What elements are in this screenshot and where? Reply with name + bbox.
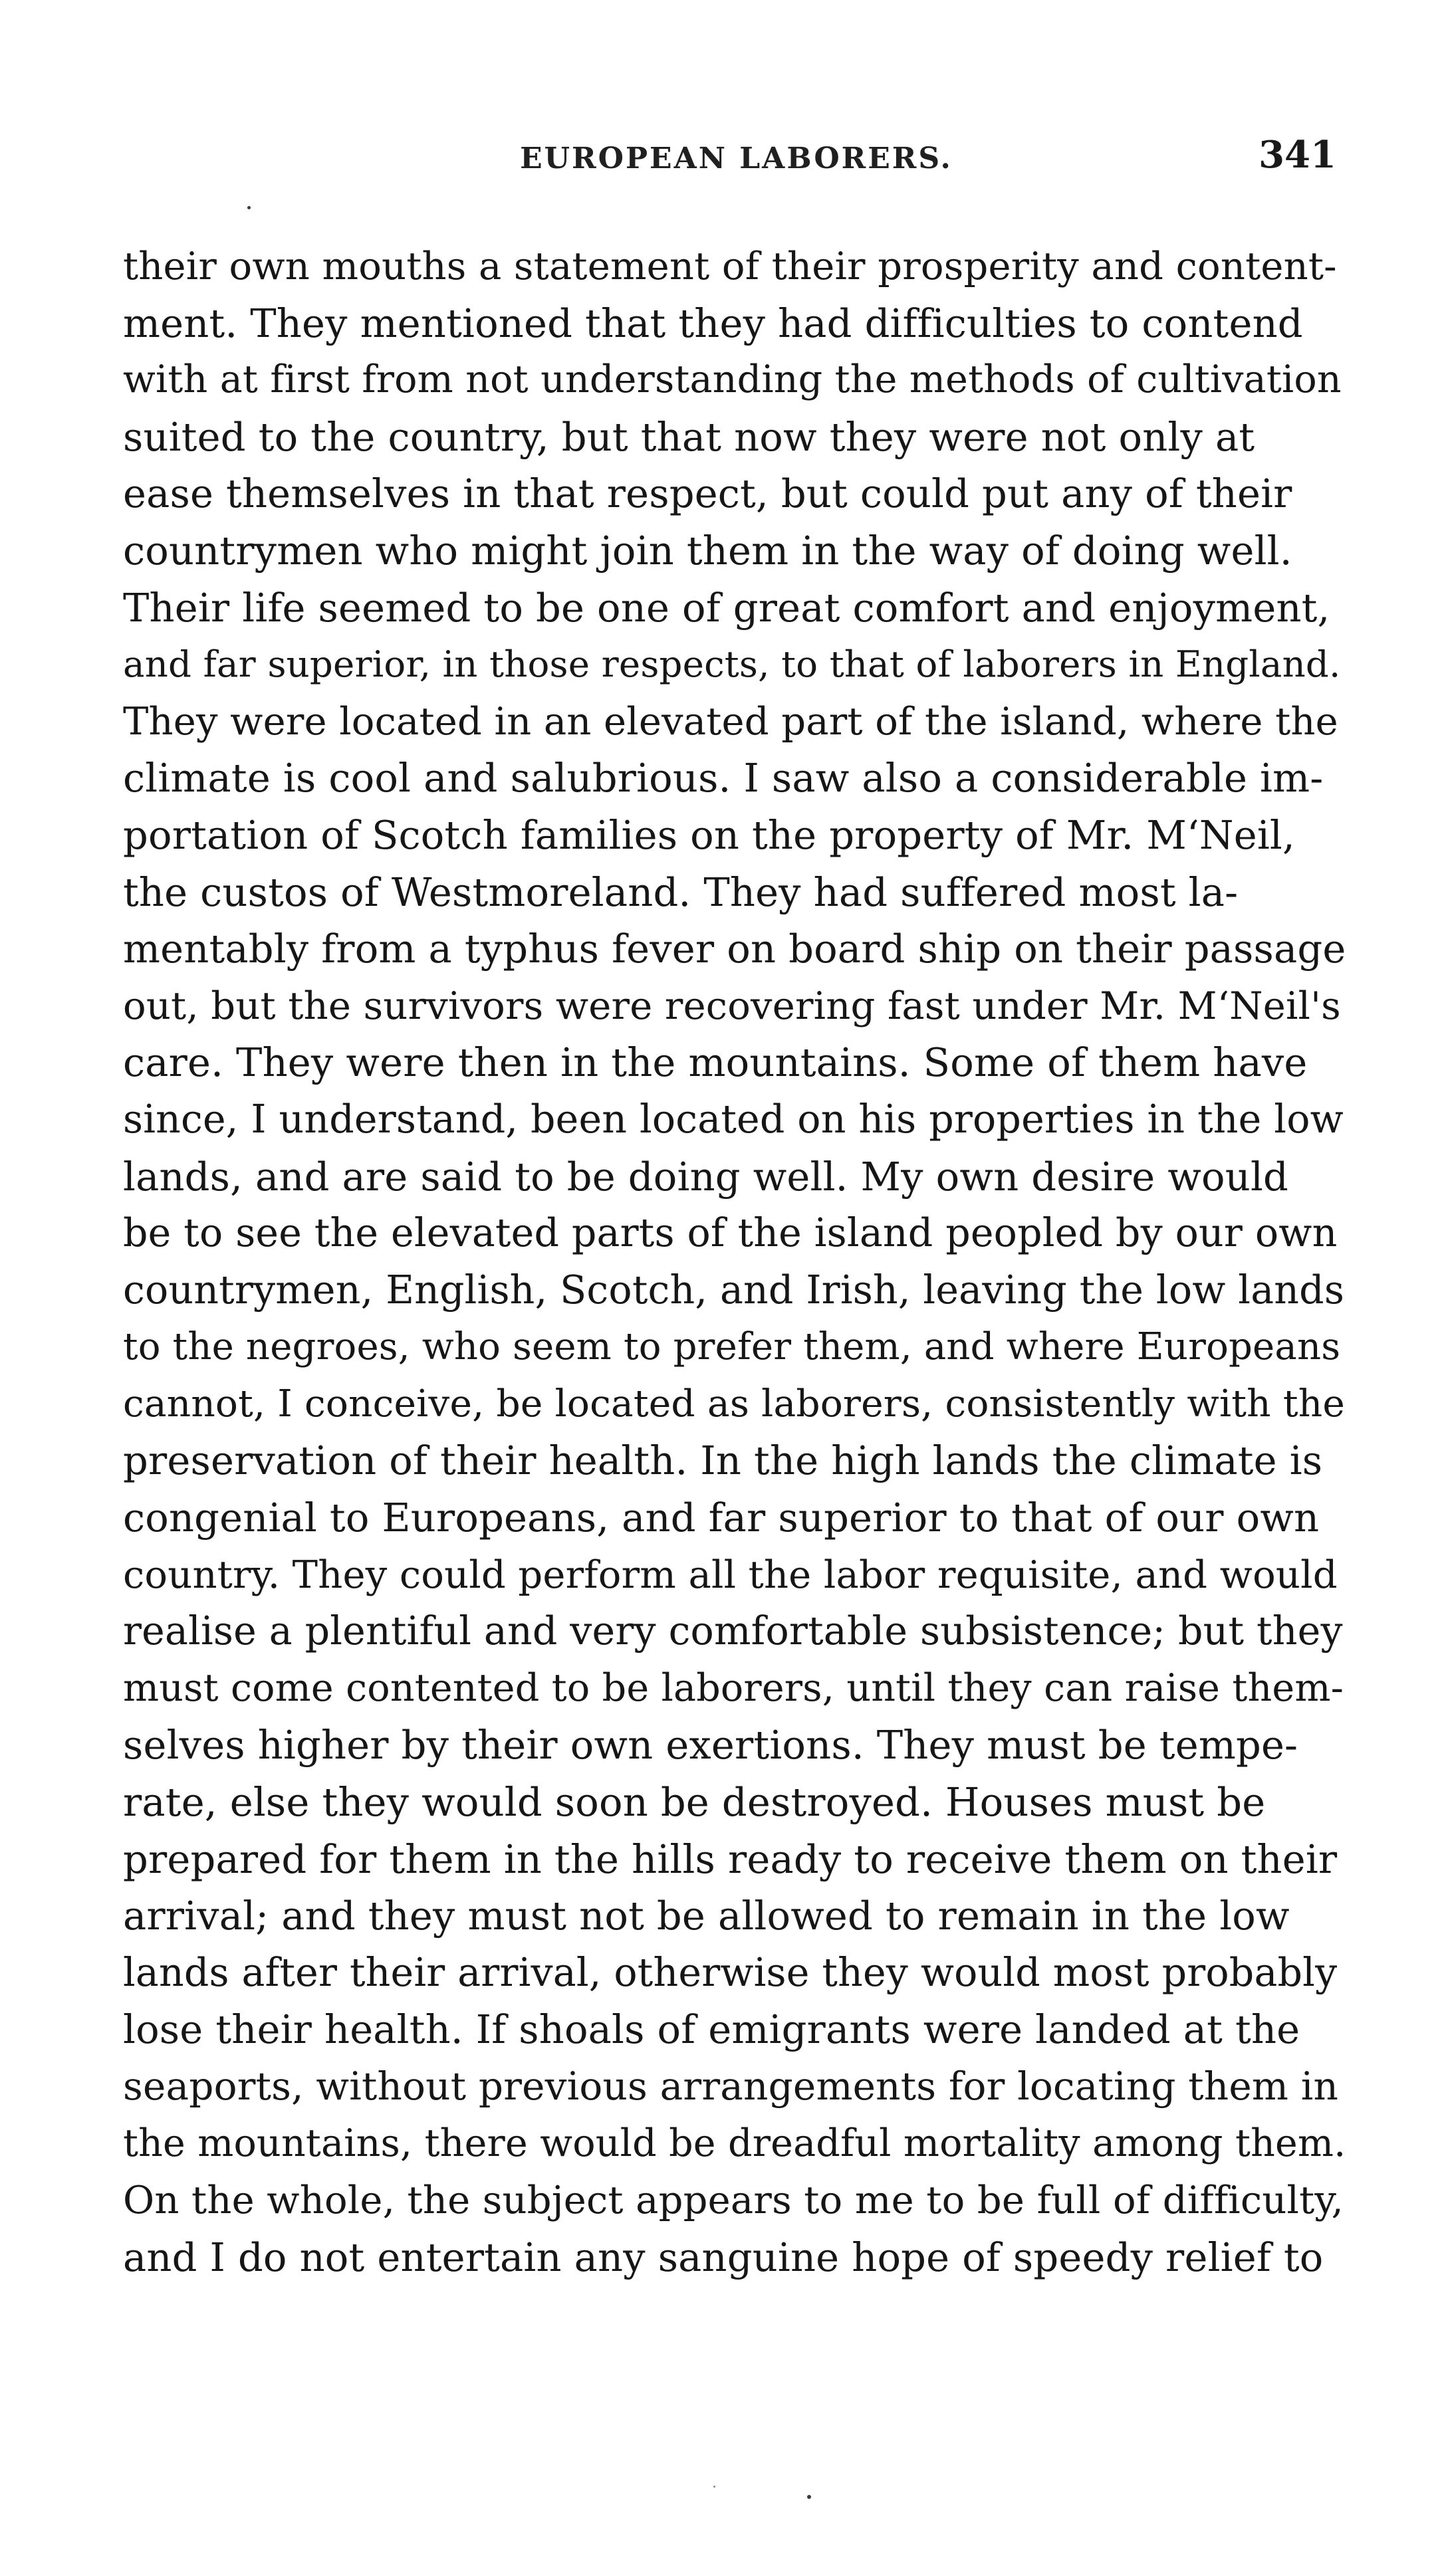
text-line: Their life seemed to be one of great comfort and enjoyment,: [123, 584, 1330, 631]
ink-speck: [713, 2486, 715, 2488]
text-line: rate, else they would soon be destroyed. Houses must be: [123, 1779, 1266, 1826]
text-line: ment. They mentioned that they had difficulties to contend: [123, 300, 1303, 346]
text-line: to the negroes, who seem to prefer them, and where Europeans: [123, 1325, 1341, 1369]
text-line: and I do not entertain any sanguine hope of speedy relief to: [123, 2234, 1324, 2280]
body-text: [123, 238, 1350, 2286]
text-line: and far superior, in those respects, to that of laborers in England.: [123, 643, 1341, 686]
text-line: countrymen, English, Scotch, and Irish, leaving the low lands: [123, 1267, 1345, 1313]
running-title: EUROPEAN LABORERS.: [520, 142, 953, 175]
text-line: the mountains, there would be dreadful mortality among them.: [123, 2121, 1346, 2165]
text-line: country. They could perform all the labor requisite, and would: [123, 1552, 1338, 1597]
text-line: realise a plentiful and very comfortable subsistence; but they: [123, 1608, 1343, 1654]
text-line: mentably from a typhus fever on board ship on their passage: [123, 926, 1346, 972]
text-line: their own mouths a statement of their prosperity and content-: [123, 244, 1337, 288]
ink-speck: [247, 206, 251, 209]
text-line: arrival; and they must not be allowed to remain in the low: [123, 1893, 1290, 1939]
text-line: cannot, I conceive, be located as laborers, consistently with the: [123, 1382, 1345, 1426]
text-line: preservation of their health. In the high lands the climate is: [123, 1438, 1323, 1484]
text-line: must come contented to be laborers, until they can raise them-: [123, 1665, 1344, 1710]
text-line: lands after their arrival, otherwise they would most probably: [123, 1949, 1338, 1995]
text-line: portation of Scotch families on the property of Mr. M‘Neil,: [123, 811, 1295, 858]
text-line: ease themselves in that respect, but could put any of their: [123, 471, 1292, 517]
running-header: [123, 130, 1350, 183]
text-line: lands, and are said to be doing well. My own desire would: [123, 1153, 1288, 1200]
text-line: prepared for them in the hills ready to receive them on their: [123, 1836, 1338, 1882]
text-line: suited to the country, but that now they were not only at: [123, 413, 1255, 460]
text-line: climate is cool and salubrious. I saw also a considerable im-: [123, 755, 1324, 802]
text-line: out, but the survivors were recovering fast under Mr. M‘Neil's: [123, 983, 1341, 1028]
text-line: with at first from not understanding the methods of cultivation: [123, 358, 1342, 402]
page-number: 341: [1259, 133, 1336, 177]
text-line: lose their health. If shoals of emigrants were landed at the: [123, 2006, 1300, 2053]
text-line: On the whole, the subject appears to me to be full of difficulty,: [123, 2178, 1344, 2223]
text-line: the custos of Westmoreland. They had suffered most la-: [123, 869, 1239, 915]
text-line: selves higher by their own exertions. They must be tempe-: [123, 1722, 1298, 1769]
text-line: countrymen who might join them in the way of doing well.: [123, 527, 1292, 574]
text-line: be to see the elevated parts of the island peopled by our own: [123, 1210, 1338, 1256]
text-line: care. They were then in the mountains. Some of them have: [123, 1039, 1308, 1086]
ink-speck: [807, 2495, 811, 2499]
text-line: seaports, without previous arrangements for locating them in: [123, 2064, 1339, 2109]
text-line: They were located in an elevated part of the island, where the: [123, 698, 1338, 744]
text-line: congenial to Europeans, and far superior to that of our own: [123, 1495, 1320, 1541]
text-line: since, I understand, been located on his properties in the low: [123, 1096, 1344, 1142]
